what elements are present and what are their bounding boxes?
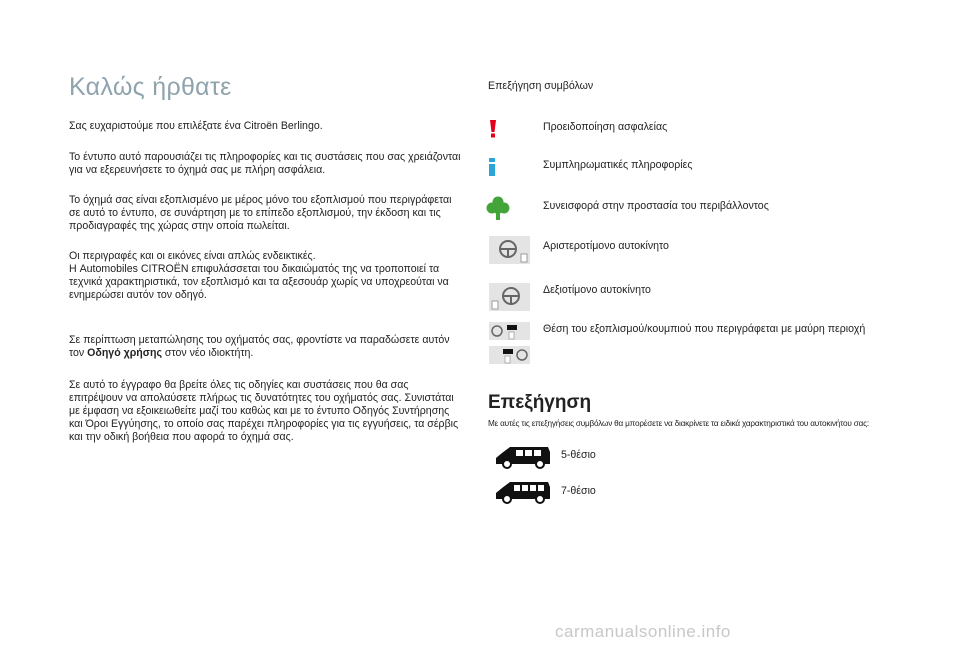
- seat-7-label: 7-θέσιο: [561, 485, 596, 497]
- equipment-line-1: Το όχημά σας είναι εξοπλισμένο με μέρος μόνο του εξοπλισμού που περιγράφεται: [69, 194, 452, 206]
- left-hand-drive-icon: [489, 236, 530, 264]
- guidance-line-3: με έμφαση να εξοικειωθείτε μαζί του καθώς και με το έντυπο Οδηγός Συντήρησης: [69, 405, 450, 417]
- legend-lhd: Αριστεροτίμονο αυτοκίνητο: [543, 240, 669, 252]
- resale-line-2-post: στον νέο ιδιοκτήτη.: [161, 347, 254, 359]
- guidance-line-4: και Όροι Εγγύησης, το οποίο σας παρέχει πληροφορίες για τις εγγυήσεις, τα σέρβις: [69, 418, 459, 430]
- user-guide-emphasis: Οδηγό χρήσης: [87, 347, 162, 359]
- disclaimer-line-2: Η Automobiles CITROËN επιφυλάσσεται του δικαιώματός της να τροποποιεί τα: [69, 263, 440, 275]
- legend-location: Θέση του εξοπλισμού/κουμπιού που περιγράφεται με μαύρη περιοχή: [543, 323, 866, 335]
- location-lhd-icon: [489, 322, 530, 340]
- legend-title: Επεξήγηση συμβόλων: [488, 80, 594, 92]
- legend-environment: Συνεισφορά στην προστασία του περιβάλλοντος: [543, 200, 769, 212]
- resale-paragraph: [69, 334, 469, 360]
- location-rhd-icon: [489, 346, 530, 364]
- warning-icon: [487, 120, 499, 138]
- equipment-paragraph: [69, 194, 469, 233]
- info-icon: [487, 158, 497, 176]
- resale-line-1: Σε περίπτωση μεταπώλησης του οχήματός σας, φροντίστε να παραδώσετε αυτόν: [69, 334, 450, 346]
- legend-info: Συμπληρωματικές πληροφορίες: [543, 159, 693, 171]
- equipment-line-2: σε αυτό το έντυπο, σε συνάρτηση με το επίπεδο εξοπλισμού, την έκδοση και τις: [69, 207, 441, 219]
- disclaimer-line-3: τεχνικά χαρακτηριστικά, τον εξοπλισμό και τα αξεσουάρ χωρίς να υποχρεούται να: [69, 276, 449, 288]
- explanation-note: Με αυτές τις επεξηγήσεις συμβόλων θα μπορέσετε να διακρίνετε τα ειδικά χαρακτηριστικά του αυτοκινήτου σας:: [488, 419, 869, 428]
- scope-line-1: Το έντυπο αυτό παρουσιάζει τις πληροφορίες και τις συστάσεις που σας χρειάζονται: [69, 151, 461, 163]
- seat-5-label: 5-θέσιο: [561, 449, 596, 461]
- watermark: carmanualsonline.info: [555, 622, 731, 641]
- van-5-seat-icon: [494, 444, 552, 470]
- disclaimer-line-1: Οι περιγραφές και οι εικόνες είναι απλώς ενδεικτικές.: [69, 250, 316, 262]
- equipment-line-3: προδιαγραφές της χώρας στην οποία πωλείται.: [69, 220, 290, 232]
- page-title: Καλώς ήρθατε: [69, 73, 232, 101]
- explanation-heading: Επεξήγηση: [488, 392, 592, 413]
- guidance-paragraph: [69, 379, 469, 444]
- guidance-line-2: επιτρέψουν να απολαύσετε πλήρως τις δυνατότητες του οχήματός σας. Συνιστάται: [69, 392, 454, 404]
- scope-line-2: για να εξερευνήσετε το όχημά σας με πλήρη ασφάλεια.: [69, 164, 326, 176]
- legend-rhd: Δεξιοτίμονο αυτοκίνητο: [543, 284, 651, 296]
- legend-safety: Προειδοποίηση ασφαλείας: [543, 121, 668, 133]
- van-7-seat-icon: [494, 479, 552, 505]
- right-hand-drive-icon: [489, 283, 530, 311]
- guidance-line-5: και την οδική βοήθεια που αφορά το όχημά σας.: [69, 431, 294, 443]
- intro-line: Σας ευχαριστούμε που επιλέξατε ένα Citroën Berlingo.: [69, 120, 323, 132]
- resale-line-2-pre: τον: [69, 347, 88, 359]
- guidance-line-1: Σε αυτό το έγγραφο θα βρείτε όλες τις οδηγίες και συστάσεις που θα σας: [69, 379, 409, 391]
- disclaimer-paragraph: [69, 250, 469, 302]
- disclaimer-line-4: ενημερώσει αυτόν τον οδηγό.: [69, 289, 207, 301]
- intro-paragraph: [69, 120, 469, 133]
- scope-paragraph: [69, 151, 469, 177]
- tree-icon: [486, 196, 510, 220]
